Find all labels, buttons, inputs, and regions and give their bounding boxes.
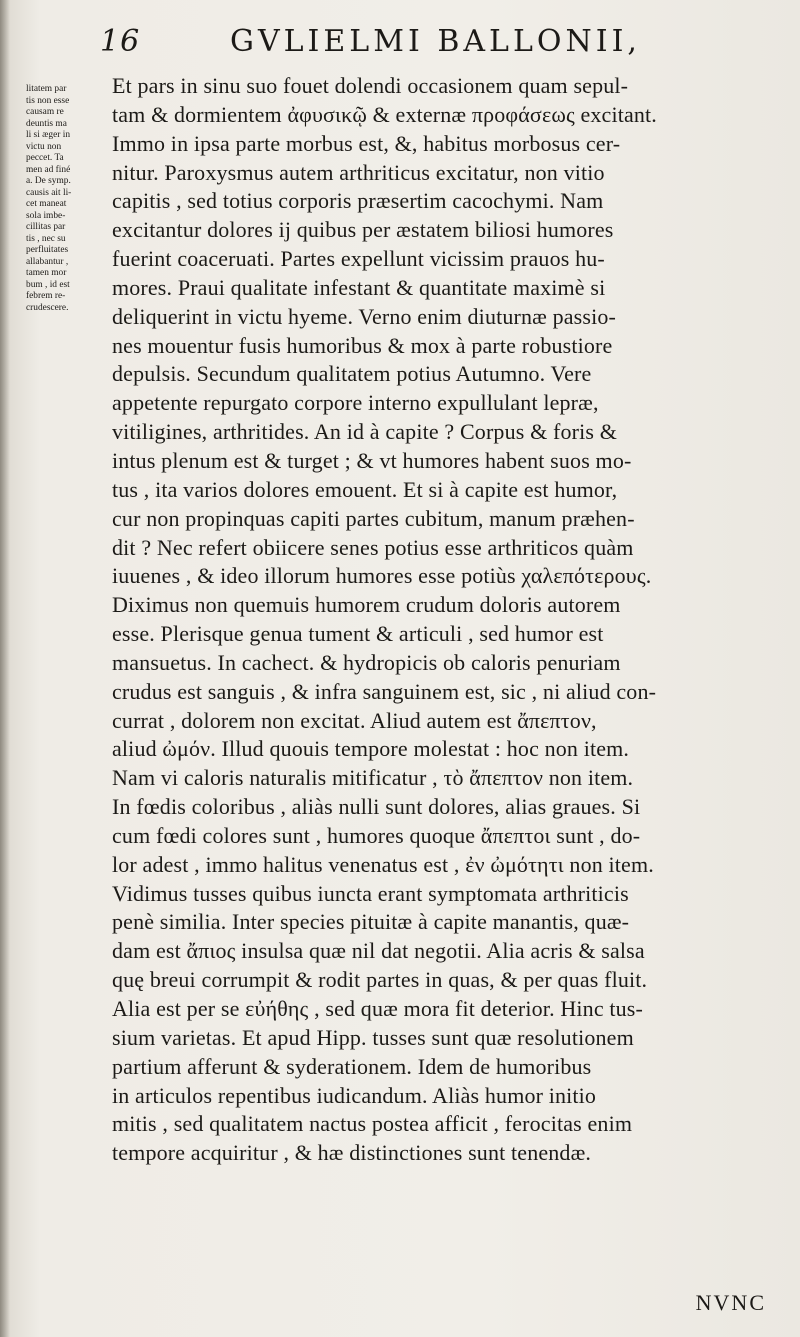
text-line: appetente repurgato corpore interno expullulant lepræ,	[112, 390, 599, 416]
text-line: aliud ὠμόν. Illud quouis tempore molestat : hoc non item.	[112, 736, 630, 762]
text-line: tus , ita varios dolores emouent. Et si à capite est humor,	[112, 476, 618, 502]
text-line: sium varietas. Et apud Hipp. tusses sunt quæ resolutionem	[112, 1024, 634, 1050]
margin-note-line: causam re	[26, 107, 64, 117]
text-line: nitur. Paroxysmus autem arthriticus excitatur, non vitio	[112, 159, 605, 185]
text-line: Immo in ipsa parte morbus est, &, habitus morbosus cer-	[112, 130, 621, 156]
margin-note-line: li si æger in	[26, 130, 71, 140]
margin-note-line: perfluitates	[26, 245, 69, 255]
page-gutter-shadow	[0, 0, 10, 1337]
text-line: excitantur dolores ij quibus per æstatem biliosi humores	[112, 217, 614, 243]
margin-note-line: crudescere.	[26, 302, 69, 313]
margin-note-line: litatem par	[26, 84, 67, 94]
text-line: quę breui corrumpit & rodit partes in quas, & per quas fluit.	[112, 967, 648, 993]
text-line: Vidimus tusses quibus iuncta erant symptomata arthriticis	[112, 880, 629, 906]
text-line: capitis , sed totius corporis præsertim cacochymi. Nam	[112, 188, 604, 214]
margin-note-line: tamen mor	[26, 268, 67, 278]
text-line: penè similia. Inter species pituitæ à capite manantis, quæ-	[112, 909, 630, 935]
margin-note-line: bum , id est	[26, 279, 70, 290]
margin-note-line: deuntis ma	[26, 118, 67, 129]
text-line: esse. Plerisque genua tument & articuli , sed humor est	[112, 621, 604, 647]
text-line: deliquerint in victu hyeme. Verno enim diuturnæ passio-	[112, 303, 616, 329]
text-line: currat , dolorem non excitat. Aliud autem est ἄπεπτον,	[112, 707, 597, 733]
text-line: intus plenum est & turget ; & vt humores habent suos mo-	[112, 447, 632, 473]
text-line: nes mouentur fusis humoribus & mox à parte robustiore	[112, 332, 613, 358]
text-line: in articulos repentibus iudicandum. Aliàs humor initio	[112, 1082, 597, 1108]
text-line: tempore acquiritur , & hæ distinctiones sunt tenendæ.	[112, 1140, 592, 1166]
running-head: GVLIELMI BALLONII,	[230, 24, 641, 59]
margin-note-line: sola imbe-	[26, 210, 66, 221]
text-line: crudus est sanguis , & infra sanguinem est, sic , ni aliud con-	[112, 678, 657, 704]
text-line: dit ? Nec refert obiicere senes potius esse arthriticos quàm	[112, 534, 634, 560]
text-line: mores. Praui qualitate infestant & quantitate maximè si	[112, 274, 606, 300]
margin-note-line: a. De symp.	[26, 176, 71, 186]
text-line: vitiligines, arthritides. An id à capite ? Corpus & foris &	[112, 419, 617, 445]
text-line: Nam vi caloris naturalis mitificatur , τὸ ἄπεπτον non item.	[112, 765, 634, 791]
text-line: tam & dormientem ἀφυσικῷ & externæ προφάσεως excitant.	[112, 101, 657, 127]
margin-notes	[26, 84, 96, 314]
text-line: dam est ἄπιος insulsa quæ nil dat negotii. Alia acris & salsa	[112, 938, 645, 964]
text-line: Diximus non quemuis humorem crudum doloris autorem	[112, 592, 621, 618]
text-line: In fœdis coloribus , aliàs nulli sunt dolores, alias graues. Si	[112, 794, 641, 820]
page-number: 16	[100, 24, 141, 59]
text-line: depulsis. Secundum qualitatem potius Autumno. Vere	[112, 361, 592, 387]
text-line: fuerint coaceruati. Partes expellunt vicissim prauos hu-	[112, 246, 605, 272]
text-line: cur non propinquas capiti partes cubitum, manum præhen-	[112, 505, 635, 531]
text-line: cum fœdi colores sunt , humores quoque ἄπεπτοι sunt , do-	[112, 822, 641, 848]
margin-note-line: men ad finé	[26, 164, 71, 175]
text-line: mansuetus. In cachect. & hydropicis ob caloris penuriam	[112, 649, 621, 675]
margin-note-line: peccet. Ta	[26, 153, 64, 163]
text-line: iuuenes , & ideo illorum humores esse potiùs χαλεπότερους.	[112, 563, 652, 589]
margin-note-line: tis non esse	[26, 95, 70, 106]
catchword: NVNC	[695, 1290, 766, 1315]
margin-note-line: allabantur ,	[26, 256, 69, 267]
margin-note-line: cet maneat	[26, 199, 67, 209]
body-text	[112, 72, 772, 1168]
text-line: Et pars in sinu suo fouet dolendi occasionem quam sepul-	[112, 73, 629, 98]
margin-note-line: febrem re-	[26, 291, 66, 301]
text-line: lor adest , immo halitus venenatus est , ἐν ὠμότητι non item.	[112, 851, 654, 877]
text-line: mitis , sed qualitatem nactus postea afficit , ferocitas enim	[112, 1111, 633, 1137]
margin-note-line: victu non	[26, 141, 62, 152]
page-header	[100, 18, 750, 58]
margin-note-line: causis ait li-	[26, 187, 72, 198]
text-line: partium afferunt & syderationem. Idem de humoribus	[112, 1053, 592, 1079]
margin-note-line: cillitas par	[26, 222, 66, 232]
margin-note-line: tis , nec su	[26, 233, 66, 244]
text-line: Alia est per se εὐήθης , sed quæ mora fit deterior. Hinc tus-	[112, 996, 643, 1021]
